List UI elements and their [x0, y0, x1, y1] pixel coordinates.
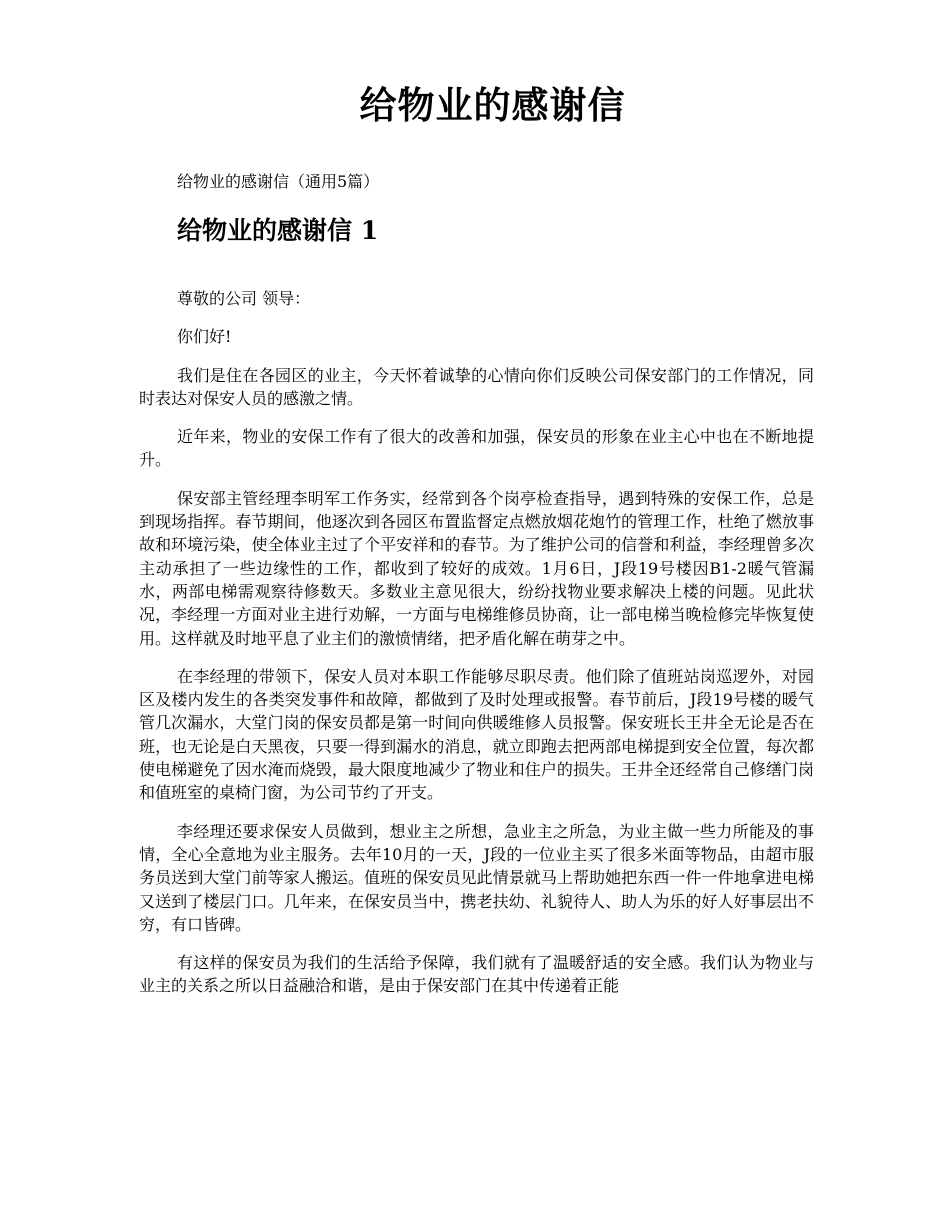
paragraph-closing: 有这样的保安员为我们的生活给予保障，我们就有了温暖舒适的安全感。我们认为物业与业主的关系之所以日益融洽和谐，是由于保安部门在其中传递着正能: [139, 953, 814, 996]
greeting: 你们好!: [177, 327, 232, 347]
paragraph-service: 李经理还要求保安人员做到，想业主之所想，急业主之所急，为业主做一些力所能及的事情，全心全意地为业主服务。去年10月的一天，J段的一位业主买了很多米面等物品，由超市服务员送到大堂门前等家人搬运。值班的保安员见此情景就马上帮助她把东西一件一件地拿进电梯又送到了楼层门口。几年来，在保安员当中，携老扶幼、礼貌待人、助人为乐的好人好事层出不穷，有口皆碑。: [139, 821, 814, 934]
section-heading: 给物业的感谢信 1: [177, 216, 379, 245]
paragraph-guards: 在李经理的带领下，保安人员对本职工作能够尽职尽责。他们除了值班站岗巡逻外，对园区及楼内发生的各类突发事件和故障，都做到了及时处理或报警。春节前后，J段19号楼的暖气管几次漏水，大堂门岗的保安员都是第一时间向供暖维修人员报警。保安班长王井全无论是否在班，也无论是白天黑夜，只要一得到漏水的消息，就立即跑去把两部电梯提到安全位置，每次都使电梯避免了因水淹而烧毁，最大限度地减少了物业和住户的损失。王井全还经常自己修缮门岗和值班室的桌椅门窗，为公司节约了开支。: [139, 666, 814, 803]
paragraph-manager: 保安部主管经理李明军工作务实，经常到各个岗亭检查指导，遇到特殊的安保工作，总是到现场指挥。春节期间，他逐次到各园区布置监督定点燃放烟花炮竹的管理工作，杜绝了燃放事故和环境污染，使全体业主过了个平安祥和的春节。为了维护公司的信誉和利益，李经理曾多次主动承担了一些边缘性的工作，都收到了较好的成效。1月6日，J段19号楼因B1-2暖气管漏水，两部电梯需观察待修数天。多数业主意见很大，纷纷找物业要求解决上楼的问题。见此状况，李经理一方面对业主进行劝解，一方面与电梯维修员协商，让一部电梯当晚检修完毕恢复使用。这样就及时地平息了业主们的激愤情绪，把矛盾化解在萌芽之中。: [139, 488, 814, 648]
paragraph-intro: 我们是住在各园区的业主，今天怀着诚挚的心情向你们反映公司保安部门的工作情况，同时表达对保安人员的感激之情。: [139, 365, 814, 408]
document-body: [139, 170, 814, 998]
document-title: 给物业的感谢信: [359, 83, 626, 127]
document-subtitle: 给物业的感谢信（通用5篇）: [177, 172, 380, 191]
salutation: 尊敬的公司 领导：: [177, 289, 311, 308]
paragraph-improvement: 近年来，物业的安保工作有了很大的改善和加强，保安员的形象在业主心中也在不断地提升。: [139, 427, 814, 470]
